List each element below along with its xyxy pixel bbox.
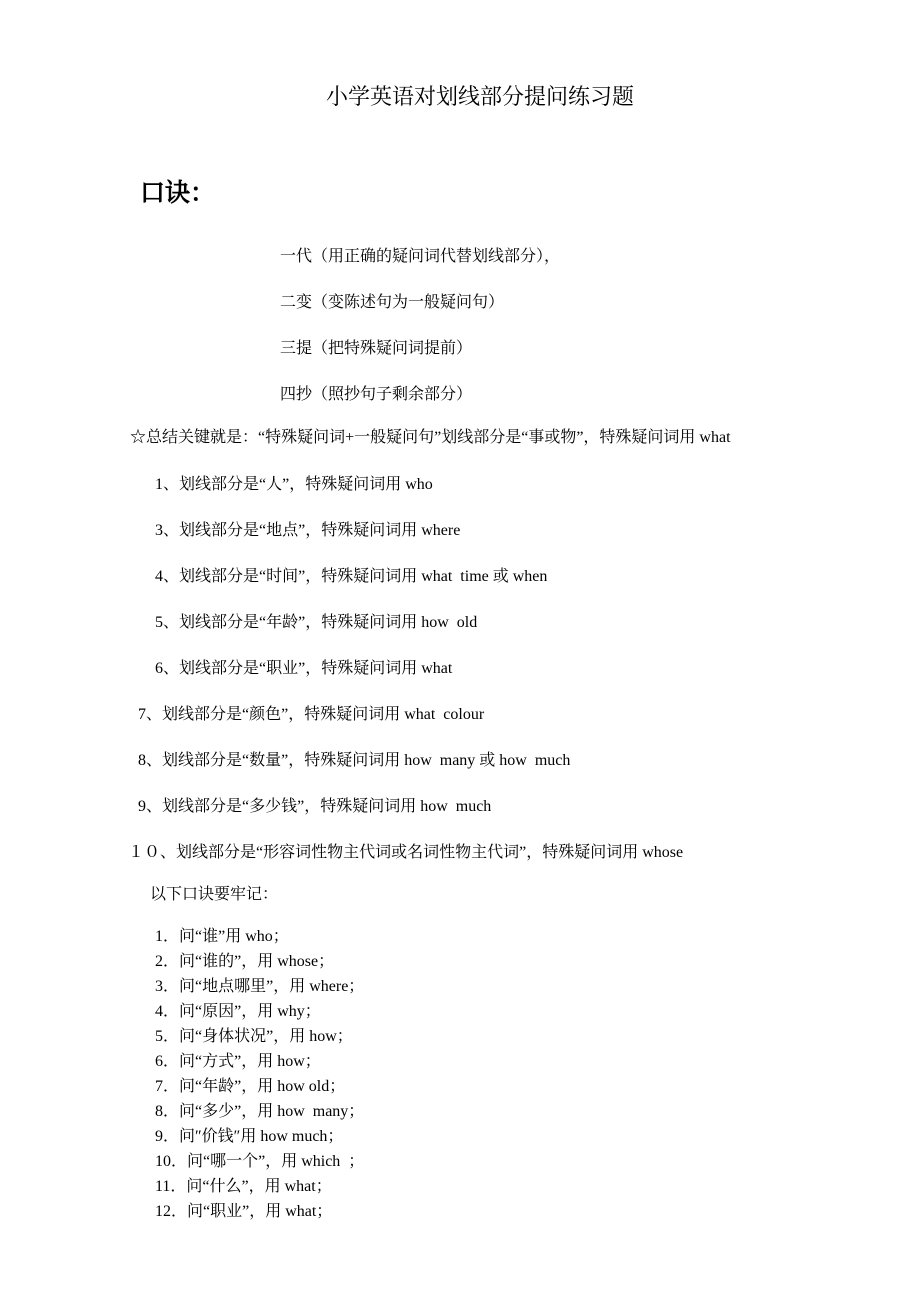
rule-item: １０、划线部分是“形容词性物主代词或名词性物主代词”，特殊疑问词用 whose [128, 844, 684, 861]
mnemonic-item: 8．问“多少”，用 how many； [155, 1103, 365, 1120]
mnemonic-item: 9．问″价钱″用 how much； [155, 1128, 344, 1145]
rule-item: 3、划线部分是“地点”，特殊疑问词用 where [155, 522, 461, 539]
mnemonic-item: 12．问“职业”，用 what； [155, 1203, 333, 1220]
rule-item: 7、划线部分是“颜色”，特殊疑问词用 what colour [138, 706, 485, 723]
mnemonic-item: 6．问“方式”，用 how； [155, 1053, 321, 1070]
rule-item: 6、划线部分是“职业”，特殊疑问词用 what [155, 660, 453, 677]
rule-item: 8、划线部分是“数量”，特殊疑问词用 how many 或 how much [138, 752, 571, 769]
mnemonic-item: 10．问“哪一个”，用 which ； [155, 1153, 365, 1170]
mnemonic-item: 2．问“谁的”，用 whose； [155, 953, 335, 970]
page-title: 小学英语对划线部分提问练习题 [325, 84, 634, 109]
koujue-line: 三提（把特殊疑问词提前） [280, 340, 473, 357]
rule-item: 4、划线部分是“时间”，特殊疑问词用 what time 或 when [155, 568, 548, 585]
mnemonic-item: 1．问“谁”用 who； [155, 928, 289, 945]
mnemonic-intro: 以下口诀要牢记： [150, 886, 279, 903]
rule-item: 5、划线部分是“年龄”，特殊疑问词用 how old [155, 614, 478, 631]
mnemonic-item: 5．问“身体状况”，用 how； [155, 1028, 353, 1045]
summary-intro: ☆总结关键就是：“特殊疑问词+一般疑问句”划线部分是“事或物”，特殊疑问词用 what [130, 429, 731, 446]
mnemonic-item: 4．问“原因”，用 why； [155, 1003, 321, 1020]
koujue-line: 一代（用正确的疑问词代替划线部分）， [280, 248, 561, 265]
rule-item: 9、划线部分是“多少钱”，特殊疑问词用 how much [138, 798, 492, 815]
rule-item: 1、划线部分是“人”，特殊疑问词用 who [155, 476, 433, 493]
rule-list [0, 462, 920, 876]
koujue-lines [280, 234, 560, 418]
koujue-heading: 口诀： [140, 180, 216, 207]
mnemonic-list [155, 924, 364, 1224]
mnemonic-item: 7．问“年龄”，用 how old； [155, 1078, 346, 1095]
mnemonic-item: 3．问“地点哪里”，用 where； [155, 978, 365, 995]
mnemonic-item: 11．问“什么”，用 what； [155, 1178, 332, 1195]
koujue-line: 二变（变陈述句为一般疑问句） [280, 294, 505, 311]
koujue-line: 四抄（照抄句子剩余部分） [280, 386, 473, 403]
